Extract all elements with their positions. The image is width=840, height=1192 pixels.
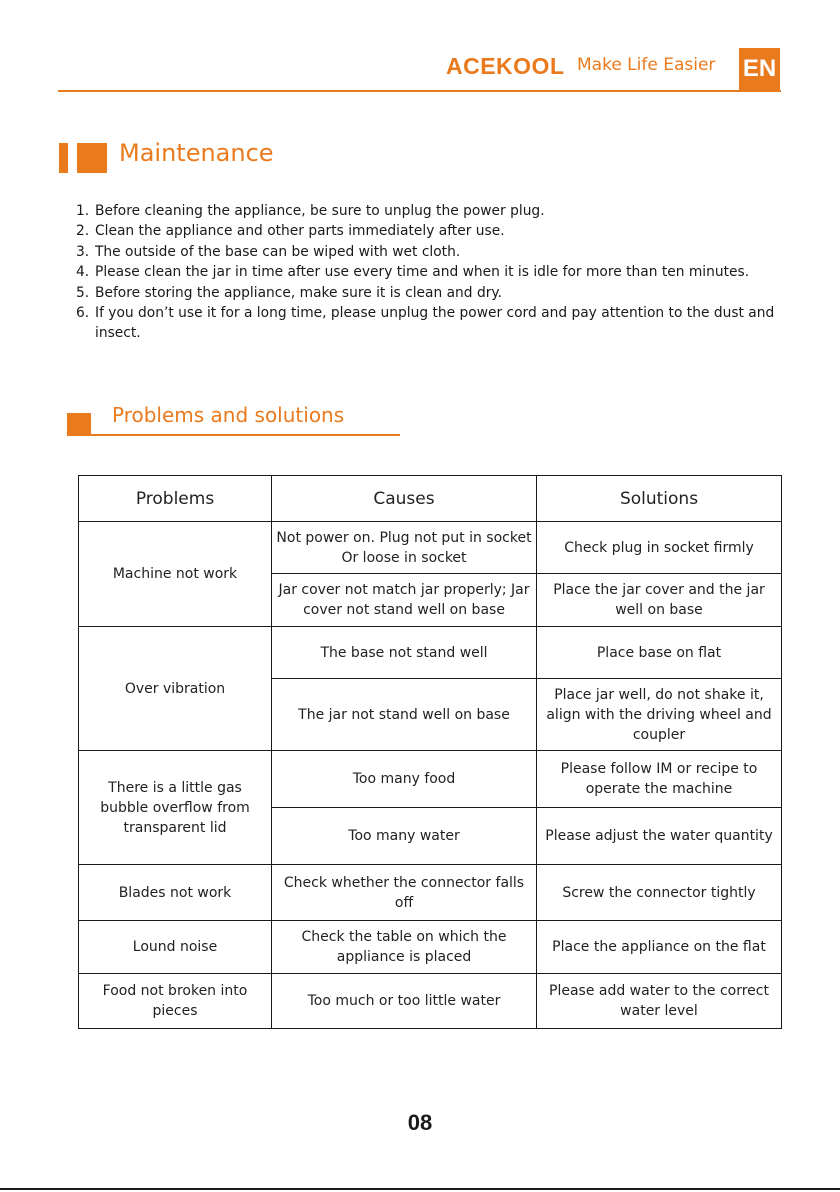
item-text: Please clean the jar in time after use every time and when it is idle for more than ten minutes. xyxy=(95,264,750,281)
list-item xyxy=(76,303,776,344)
list-item xyxy=(76,221,776,241)
problem-cell: There is a little gas bubble overflow from transparent lid xyxy=(79,751,272,865)
solution-cell: Check plug in socket firmly xyxy=(537,522,782,574)
problem-cell: Lound noise xyxy=(79,921,272,974)
cause-cell: Check the table on which the appliance is placed xyxy=(272,921,537,974)
maintenance-title: Maintenance xyxy=(119,139,274,167)
cause-cell: Not power on. Plug not put in socket Or loose in socket xyxy=(272,522,537,574)
problem-cell: Over vibration xyxy=(79,627,272,751)
cause-cell: Too many water xyxy=(272,808,537,865)
solution-cell: Place base on flat xyxy=(537,627,782,679)
table-row xyxy=(79,921,782,974)
item-number: 3. xyxy=(76,243,90,260)
brand-tagline: Make Life Easier xyxy=(577,55,716,75)
item-text: Before cleaning the appliance, be sure to unplug the power plug. xyxy=(95,203,545,219)
solution-cell: Please add water to the correct water level xyxy=(537,974,782,1029)
bottom-edge-line xyxy=(0,1188,840,1190)
table-row xyxy=(79,865,782,921)
list-item xyxy=(76,242,776,262)
table-header-row xyxy=(79,476,782,522)
header-causes: Causes xyxy=(272,476,537,522)
item-number: 4. xyxy=(76,264,90,281)
cause-cell: Check whether the connector falls off xyxy=(272,865,537,921)
item-text: Before storing the appliance, make sure it is clean and dry. xyxy=(95,284,502,301)
language-badge: EN xyxy=(739,48,780,90)
solution-cell: Please adjust the water quantity xyxy=(537,808,782,865)
table-row xyxy=(79,522,782,574)
cause-cell: The base not stand well xyxy=(272,627,537,679)
solution-cell: Place the jar cover and the jar well on base xyxy=(537,574,782,627)
cause-cell: Too many food xyxy=(272,751,537,808)
table-row xyxy=(79,751,782,808)
problem-cell: Blades not work xyxy=(79,865,272,921)
brand-name: ACEKOOL xyxy=(446,52,565,79)
table-row xyxy=(79,974,782,1029)
problems-title: Problems and solutions xyxy=(112,403,345,427)
solution-cell: Please follow IM or recipe to operate the machine xyxy=(537,751,782,808)
cause-cell: Too much or too little water xyxy=(272,974,537,1029)
item-number: 2. xyxy=(76,223,90,240)
section-marker-square xyxy=(77,143,107,173)
brand-logo xyxy=(446,53,565,79)
cause-cell: Jar cover not match jar properly; Jar cover not stand well on base xyxy=(272,574,537,627)
subsection-underline xyxy=(67,434,400,436)
problem-cell: Food not broken into pieces xyxy=(79,974,272,1029)
list-item xyxy=(76,201,776,221)
cause-cell: The jar not stand well on base xyxy=(272,679,537,751)
header-problems: Problems xyxy=(79,476,272,522)
header-solutions: Solutions xyxy=(537,476,782,522)
problem-cell: Machine not work xyxy=(79,522,272,627)
solution-cell: Screw the connector tightly xyxy=(537,865,782,921)
solution-cell: Place jar well, do not shake it, align with the driving wheel and coupler xyxy=(537,679,782,751)
list-item xyxy=(76,262,776,282)
section-marker-bar xyxy=(59,143,68,173)
page-number: 08 xyxy=(407,1110,433,1135)
list-item xyxy=(76,283,776,303)
problems-table xyxy=(78,475,782,1029)
item-text: If you don’t use it for a long time, please unplug the power cord and pay attention to the dust and insect. xyxy=(95,305,775,342)
header-divider xyxy=(58,90,781,92)
item-number: 6. xyxy=(76,305,90,322)
table-row xyxy=(79,627,782,679)
subsection-marker xyxy=(67,413,91,436)
item-number: 1. xyxy=(76,203,90,219)
maintenance-list xyxy=(76,201,776,344)
item-text: The outside of the base can be wiped with wet cloth. xyxy=(95,243,461,260)
item-text: Clean the appliance and other parts immediately after use. xyxy=(95,223,505,240)
item-number: 5. xyxy=(76,284,90,301)
solution-cell: Place the appliance on the flat xyxy=(537,921,782,974)
